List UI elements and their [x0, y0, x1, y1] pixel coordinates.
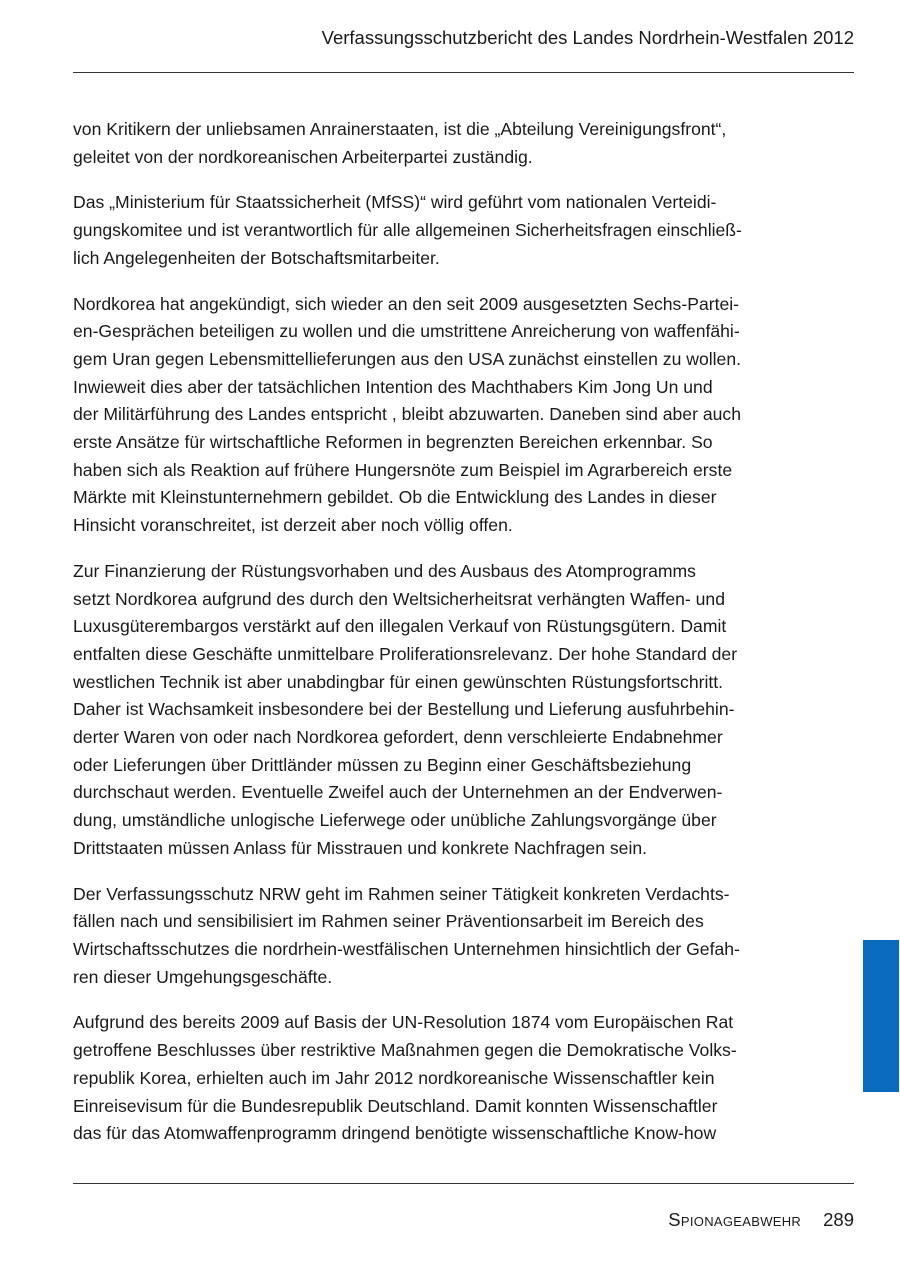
text-line: haben sich als Reaktion auf frühere Hungersnöte zum Beispiel im Agrarbereich erste	[73, 459, 733, 480]
text-line: lich Angelegenheiten der Botschaftsmitarbeiter.	[73, 247, 440, 268]
paragraph-3	[73, 291, 813, 540]
text-line: Wirtschaftsschutzes die nordrhein-westfälischen Unternehmen hinsichtlich der Gefah-	[73, 938, 740, 959]
text-line: erste Ansätze für wirtschaftliche Reformen in begrenzten Bereichen erkennbar. So	[73, 432, 713, 453]
text-line: Aufgrund des bereits 2009 auf Basis der UN-Resolution 1874 vom Europäischen Rat	[73, 1012, 734, 1033]
text-line: Nordkorea hat angekündigt, sich wieder an den seit 2009 ausgesetzten Sechs-Partei-	[73, 293, 740, 314]
text-line: das für das Atomwaffenprogramm dringend benötigte wissenschaftliche Know-how	[73, 1123, 717, 1144]
paragraph-5	[73, 881, 813, 992]
text-line: Drittstaaten müssen Anlass für Misstrauen und konkrete Nachfragen sein.	[73, 837, 648, 858]
text-line: setzt Nordkorea aufgrund des durch den Weltsicherheitsrat verhängten Waffen- und	[73, 588, 725, 609]
paragraph-6	[73, 1009, 813, 1148]
text-line: von Kritikern der unliebsamen Anrainerstaaten, ist die „Abteilung Vereinigungsfront“,	[73, 119, 727, 139]
text-line: derter Waren von oder nach Nordkorea gefordert, denn verschleierte Endabnehmer	[73, 727, 723, 748]
paragraph-2	[73, 189, 813, 272]
text-line: gungskomitee und ist verantwortlich für alle allgemeinen Sicherheitsfragen einschließ-	[73, 220, 742, 241]
footer-section-label: Spionageabwehr	[668, 1209, 802, 1230]
page-number: 289	[823, 1209, 854, 1230]
text-line: Das „Ministerium für Staatssicherheit (MfSS)“ wird geführt vom nationalen Verteidi-	[73, 192, 717, 213]
footer-rule	[73, 1183, 854, 1184]
text-line: Hinsicht voranschreitet, ist derzeit aber noch völlig offen.	[73, 515, 513, 536]
text-line: entfalten diese Geschäfte unmittelbare Proliferationsrelevanz. Der hohe Standard der	[73, 643, 738, 664]
text-line: getroffene Beschlusses über restriktive Maßnahmen gegen die Demokratische Volks-	[73, 1040, 737, 1061]
text-line: fällen nach und sensibilisiert im Rahmen seiner Präventionsarbeit im Bereich des	[73, 911, 704, 932]
text-line: gem Uran gegen Lebensmittellieferungen aus den USA zunächst einstellen zu wollen.	[73, 348, 742, 369]
text-line: Einreisevisum für die Bundesrepublik Deutschland. Damit konnten Wissenschaftler	[73, 1095, 718, 1116]
text-line: oder Lieferungen über Drittländer müssen zu Beginn einer Geschäftsbeziehung	[73, 754, 692, 775]
header-rule	[73, 72, 854, 73]
text-line: ren dieser Umgehungsgeschäfte.	[73, 966, 333, 987]
text-line: der Militärführung des Landes entspricht , bleibt abzuwarten. Daneben sind aber auch	[73, 404, 741, 425]
text-line: Daher ist Wachsamkeit insbesondere bei der Bestellung und Lieferung ausfuhrbehin-	[73, 699, 735, 720]
text-line: geleitet von der nordkoreanischen Arbeiterpartei zuständig.	[73, 146, 533, 167]
footer-line	[668, 1208, 854, 1232]
body-text	[73, 116, 813, 1166]
chapter-tab-marker	[863, 940, 899, 1092]
text-line: westlichen Technik ist aber unabdingbar für einen gewünschten Rüstungsfortschritt.	[73, 671, 724, 692]
text-line: durchschaut werden. Eventuelle Zweifel auch der Unternehmen an der Endverwen-	[73, 782, 723, 803]
text-line: dung, umständliche unlogische Lieferwege oder unübliche Zahlungsvorgänge über	[73, 810, 717, 831]
paragraph-1	[73, 116, 813, 171]
text-line: en-Gesprächen beteiligen zu wollen und die umstrittene Anreicherung von waffenfähi-	[73, 321, 740, 342]
text-line: republik Korea, erhielten auch im Jahr 2012 nordkoreanische Wissenschaftler kein	[73, 1067, 715, 1088]
text-line: Märkte mit Kleinstunternehmern gebildet. Ob die Entwicklung des Landes in dieser	[73, 487, 717, 508]
text-line: Der Verfassungsschutz NRW geht im Rahmen seiner Tätigkeit konkreten Verdachts-	[73, 883, 730, 904]
text-line: Luxusgüterembargos verstärkt auf den illegalen Verkauf von Rüstungsgütern. Damit	[73, 616, 727, 637]
paragraph-4	[73, 558, 813, 863]
text-line: Zur Finanzierung der Rüstungsvorhaben und des Ausbaus des Atomprogramms	[73, 560, 696, 581]
header-title: Verfassungsschutzbericht des Landes Nordrhein-Westfalen 2012	[321, 27, 854, 48]
text-line: Inwieweit dies aber der tatsächlichen Intention des Machthabers Kim Jong Un und	[73, 376, 713, 397]
